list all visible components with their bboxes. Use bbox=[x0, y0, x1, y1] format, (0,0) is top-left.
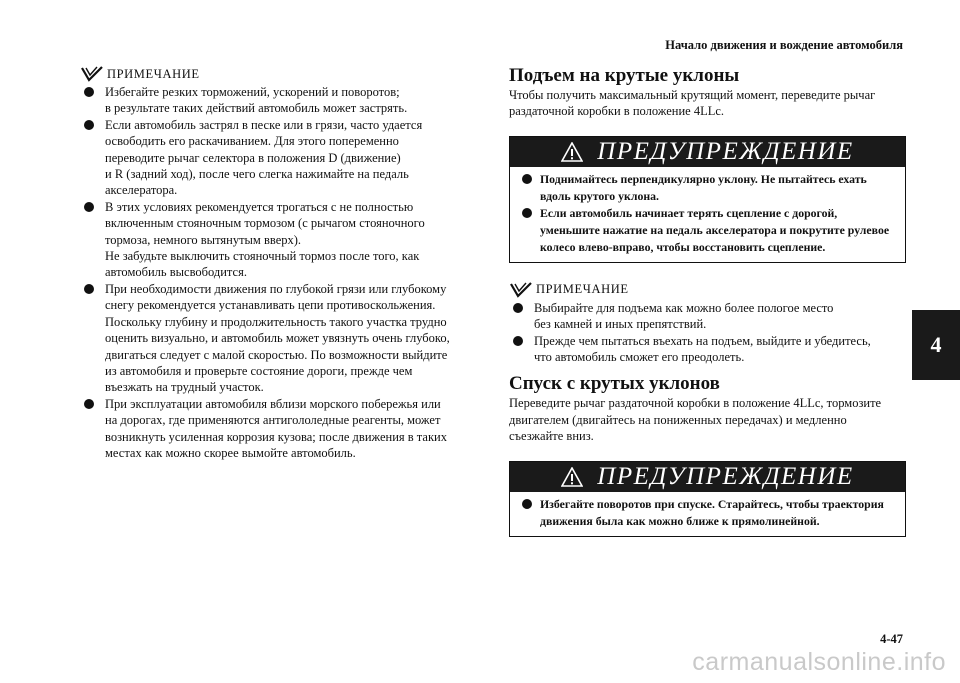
warning-item: Поднимайтесь перпендикулярно уклону. Не пытайтесь ехать вдоль крутого уклона. bbox=[510, 171, 897, 205]
warning-title: ПРЕДУПРЕЖДЕНИЕ bbox=[597, 137, 854, 165]
warning-list bbox=[510, 167, 905, 262]
warning-item: Если автомобиль начинает терять сцепление с дорогой, уменьшите нажатие на педаль акселератора и покрутите рулевое колесо влево-вправо, чтобы восстановить сцепление. bbox=[510, 205, 897, 256]
warning-item: Избегайте поворотов при спуске. Старайтесь, чтобы траектория движения была как можно ближе к прямолинейной. bbox=[510, 496, 897, 530]
page-number: 4-47 bbox=[880, 632, 903, 646]
note-icon bbox=[509, 281, 533, 299]
warning-title: ПРЕДУПРЕЖДЕНИЕ bbox=[597, 462, 854, 490]
chapter-tab: 4 bbox=[912, 310, 960, 380]
note-item: Выбирайте для подъема как можно более пологое место без камней и иных препятствий. bbox=[509, 300, 907, 333]
note-item: При необходимости движения по глубокой грязи или глубокому снегу рекомендуется устанавливать цепи противоскольжения. Поскольку глубину и продолжительность такого участка трудно оценить визуально, и автомобиль может увязнуть очень глубоко, двигаться следует с малой скоростью. По возможности выйдите из автомобиля и проверьте состояние дороги, прежде чем въезжать на трудный участок. bbox=[80, 281, 475, 396]
uphill-text: Чтобы получить максимальный крутящий момент, переведите рычаг раздаточной коробки в положение 4LLc. bbox=[509, 88, 876, 119]
bullet-icon bbox=[522, 499, 532, 509]
note-heading bbox=[80, 65, 475, 83]
downhill-warning-box bbox=[509, 461, 906, 537]
bullet-icon bbox=[513, 336, 523, 346]
bullet-icon bbox=[522, 208, 532, 218]
bullet-icon bbox=[84, 87, 94, 97]
note-item: При эксплуатации автомобиля вблизи морского побережья или на дорогах, где применяются антигололедные реагенты, может возникнуть усиленная коррозия кузова; после движения в таких местах как можно скорее вымойте автомобиль. bbox=[80, 396, 475, 462]
uphill-title: Подъем на крутые уклоны bbox=[509, 65, 740, 86]
bullet-icon bbox=[513, 303, 523, 313]
downhill-title: Спуск с крутых уклонов bbox=[509, 373, 720, 395]
warning-header bbox=[510, 462, 905, 492]
warning-triangle-icon bbox=[561, 467, 583, 487]
warning-triangle-icon bbox=[561, 142, 583, 162]
note-list bbox=[509, 300, 907, 366]
bullet-icon bbox=[84, 284, 94, 294]
bullet-icon bbox=[84, 120, 94, 130]
downhill-text: Переведите рычаг раздаточной коробки в положение 4LLc, тормозите двигателем (двигайтесь на пониженных передачах) и медленно съезжайте вниз. bbox=[509, 396, 882, 444]
note-item: Прежде чем пытаться въехать на подъем, выйдите и убедитесь, что автомобиль сможет его преодолеть. bbox=[509, 333, 907, 366]
note-item: В этих условиях рекомендуется трогаться с не полностью включенным стояночным тормозом (с рычагом стояночного тормоза, немного вытянутым вверх). Не забудьте выключить стояночный тормоз после того, как автомобиль высвободится. bbox=[80, 199, 475, 281]
note-heading bbox=[509, 281, 907, 299]
warning-list bbox=[510, 492, 905, 536]
warning-header bbox=[510, 137, 905, 167]
watermark: carmanualsonline.info bbox=[692, 648, 946, 676]
right-column bbox=[509, 65, 907, 537]
note-item: Если автомобиль застрял в песке или в грязи, часто удается освободить его раскачиванием. Для этого попеременно переводите рычаг селектора в положения D (движение) и R (задний ход), после чего слегка нажимайте на педаль акселератора. bbox=[80, 117, 475, 199]
bullet-icon bbox=[84, 399, 94, 409]
page-header: Начало движения и вождение автомобиля bbox=[665, 38, 903, 52]
bullet-icon bbox=[522, 174, 532, 184]
note-item: Избегайте резких торможений, ускорений и поворотов; в результате таких действий автомобиль может застрять. bbox=[80, 84, 475, 117]
note-list bbox=[80, 84, 475, 461]
note-heading-label: ПРИМЕЧАНИЕ bbox=[107, 66, 200, 81]
left-column bbox=[80, 65, 475, 461]
note-heading-label: ПРИМЕЧАНИЕ bbox=[536, 282, 629, 297]
bullet-icon bbox=[84, 202, 94, 212]
note-icon bbox=[80, 65, 104, 83]
uphill-warning-box bbox=[509, 136, 906, 263]
